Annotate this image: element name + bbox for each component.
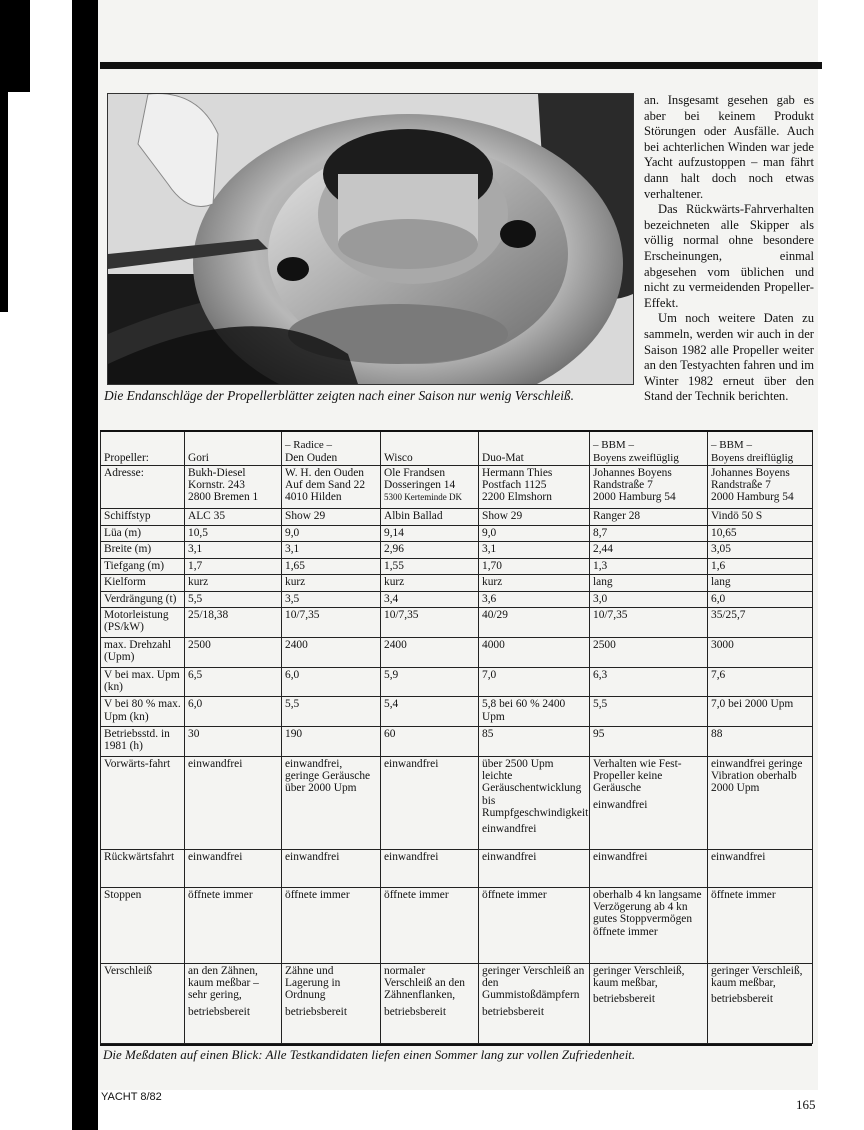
table-cell: Bukh-Diesel Kornstr. 243 2800 Bremen 1 [185, 465, 282, 508]
table-cell: 5,4 [381, 697, 479, 727]
header-cell: Propeller: [101, 431, 185, 465]
table-cell: 6,0 [708, 591, 813, 608]
table-cell: Johannes Boyens Randstraße 7 2000 Hamburg 54 [708, 465, 813, 508]
table-cell: Show 29 [479, 509, 590, 526]
row-label: Adresse: [101, 465, 185, 508]
table-cell: 3,4 [381, 591, 479, 608]
header-cell: – Radice – Den Ouden [282, 431, 381, 465]
table-row [101, 525, 813, 542]
table-row [101, 667, 813, 697]
table-cell: 3,1 [185, 542, 282, 559]
table-cell: einwandfrei [381, 757, 479, 850]
table-row [101, 697, 813, 727]
table-cell: 9,0 [479, 525, 590, 542]
table-row [101, 608, 813, 638]
magazine-issue-label: YACHT 8/82 [101, 1091, 162, 1103]
header-cell: Duo-Mat [479, 431, 590, 465]
table-cell: einwandfrei [479, 850, 590, 888]
table-cell: einwandfrei [282, 850, 381, 888]
table-cell: 5,8 bei 60 % 2400 Upm [479, 697, 590, 727]
table-row [101, 542, 813, 559]
row-label: V bei 80 % max. Upm (kn) [101, 697, 185, 727]
article-text-column [644, 93, 814, 405]
table-cell: kurz [381, 575, 479, 592]
top-rule [100, 62, 822, 69]
table-cell: 1,7 [185, 558, 282, 575]
table-cell: 5,5 [590, 697, 708, 727]
header-cell: – BBM – Boyens dreiflüglig [708, 431, 813, 465]
table-cell: 10,5 [185, 525, 282, 542]
table-cell: über 2500 Upm leichte Geräuschentwicklung bis Rumpfgeschwindigkeit einwandfrei [479, 757, 590, 850]
table-row [101, 509, 813, 526]
table-cell: 3,6 [479, 591, 590, 608]
table-row-verschleiss [101, 964, 813, 1044]
propeller-photo [107, 93, 634, 385]
table-cell: Ranger 28 [590, 509, 708, 526]
table-cell: Verhalten wie Fest-Propeller keine Geräusche einwandfrei [590, 757, 708, 850]
table-cell: 6,0 [282, 667, 381, 697]
row-label: V bei max. Upm (kn) [101, 667, 185, 697]
table-cell: 95 [590, 727, 708, 757]
table-cell: 6,0 [185, 697, 282, 727]
table-cell: 1,3 [590, 558, 708, 575]
table-cell: 5,5 [282, 697, 381, 727]
table-cell: Ole Frandsen Dosseringen 14 5300 Kerteminde DK [381, 465, 479, 508]
table-row [101, 727, 813, 757]
table-cell: 25/18,38 [185, 608, 282, 638]
row-label: Rückwärtsfahrt [101, 850, 185, 888]
row-label: Vorwärts-fahrt [101, 757, 185, 850]
table-cell: lang [590, 575, 708, 592]
header-cell: Wisco [381, 431, 479, 465]
table-cell: geringer Verschleiß an den Gummistoßdämpfern betriebsbereit [479, 964, 590, 1044]
article-paragraph: Um noch weitere Daten zu sammeln, werden wir auch in der Saison 1982 alle Propeller weiter an den Testyachten fahren und im Winter 1982 erneut über den Stand der Technik berichten. [644, 311, 814, 404]
table-cell: an den Zähnen, kaum meßbar – sehr gering, betriebsbereit [185, 964, 282, 1044]
table-cell: 1,65 [282, 558, 381, 575]
table-cell: 3000 [708, 637, 813, 667]
table-cell: 6,3 [590, 667, 708, 697]
table-cell: 2400 [282, 637, 381, 667]
table-row-rueckwaerts [101, 850, 813, 888]
table-cell: 7,0 bei 2000 Upm [708, 697, 813, 727]
article-paragraph: Das Rückwärts-Fahrverhalten bezeichneten alle Skipper als völlig normal ohne besondere Erscheinungen, einmal abgesehen vom üblichen und nicht zu vermeidenden Propeller-Effekt. [644, 202, 814, 310]
table-cell: 2500 [185, 637, 282, 667]
photo-caption: Die Endanschläge der Propellerblätter zeigten nach einer Saison nur wenig Verschleiß. [104, 388, 574, 403]
table-cell: einwandfrei [381, 850, 479, 888]
table-cell: Albin Ballad [381, 509, 479, 526]
table-cell: öffnete immer [185, 888, 282, 964]
table-cell: 3,5 [282, 591, 381, 608]
table-cell: 2,44 [590, 542, 708, 559]
row-label: max. Drehzahl (Upm) [101, 637, 185, 667]
scan-edge-left [0, 0, 30, 92]
table-row [101, 575, 813, 592]
table-cell: einwandfrei, geringe Geräusche über 2000 Upm [282, 757, 381, 850]
table-row-vorwaerts [101, 757, 813, 850]
table-cell: ALC 35 [185, 509, 282, 526]
table-header-row [101, 431, 813, 465]
scan-edge-left-lower [0, 92, 8, 312]
table-cell: 1,70 [479, 558, 590, 575]
table-cell: W. H. den Ouden Auf dem Sand 22 4010 Hilden [282, 465, 381, 508]
row-label: Verschleiß [101, 964, 185, 1044]
table-cell: 1,6 [708, 558, 813, 575]
table-cell: 88 [708, 727, 813, 757]
table-cell: 10,65 [708, 525, 813, 542]
table-row [101, 591, 813, 608]
table-cell: kurz [282, 575, 381, 592]
table-cell: 2500 [590, 637, 708, 667]
row-label: Motorleistung (PS/kW) [101, 608, 185, 638]
table-cell: einwandfrei [590, 850, 708, 888]
table-cell: 1,55 [381, 558, 479, 575]
row-label: Schiffstyp [101, 509, 185, 526]
table-cell: 2,96 [381, 542, 479, 559]
table-cell: 85 [479, 727, 590, 757]
table-row-stoppen [101, 888, 813, 964]
table-cell: öffnete immer [282, 888, 381, 964]
table-cell: 7,0 [479, 667, 590, 697]
table-cell: einwandfrei [185, 757, 282, 850]
table-cell: öffnete immer [479, 888, 590, 964]
table-cell: 8,7 [590, 525, 708, 542]
table-cell: 4000 [479, 637, 590, 667]
table-cell: 6,5 [185, 667, 282, 697]
table-body-simple-rows [101, 509, 813, 757]
propeller-comparison-table [100, 430, 813, 1044]
table-cell: 5,9 [381, 667, 479, 697]
table-cell: Johannes Boyens Randstraße 7 2000 Hamburg 54 [590, 465, 708, 508]
table-cell: lang [708, 575, 813, 592]
propeller-hub-image [108, 94, 633, 384]
table-cell: 3,1 [479, 542, 590, 559]
table-row-adresse [101, 465, 813, 508]
row-label: Lüa (m) [101, 525, 185, 542]
table-cell: 3,1 [282, 542, 381, 559]
table-caption: Die Meßdaten auf einen Blick: Alle Testkandidaten liefen einen Sommer lang zur vollen Zufriedenheit. [103, 1047, 636, 1062]
table-cell: 190 [282, 727, 381, 757]
table-cell: einwandfrei [185, 850, 282, 888]
table-cell: Show 29 [282, 509, 381, 526]
table-cell: öffnete immer [381, 888, 479, 964]
row-label: Tiefgang (m) [101, 558, 185, 575]
table-cell: Hermann Thies Postfach 1125 2200 Elmshorn [479, 465, 590, 508]
table-row [101, 637, 813, 667]
table-cell: 7,6 [708, 667, 813, 697]
table-cell: 40/29 [479, 608, 590, 638]
header-cell: Gori [185, 431, 282, 465]
table-cell: 9,14 [381, 525, 479, 542]
table-cell: kurz [185, 575, 282, 592]
page-number: 165 [796, 1097, 816, 1112]
row-label: Betriebsstd. in 1981 (h) [101, 727, 185, 757]
bottom-rule [100, 1044, 812, 1046]
row-label: Verdrängung (t) [101, 591, 185, 608]
table-cell: geringer Verschleiß, kaum meßbar, betriebsbereit [590, 964, 708, 1044]
table-cell: 2400 [381, 637, 479, 667]
table-cell: 10/7,35 [381, 608, 479, 638]
table-cell: 35/25,7 [708, 608, 813, 638]
table-cell: 10/7,35 [282, 608, 381, 638]
table-row [101, 558, 813, 575]
table-cell: öffnete immer [708, 888, 813, 964]
table-cell: geringer Verschleiß, kaum meßbar, betriebsbereit [708, 964, 813, 1044]
table-cell: Vindö 50 S [708, 509, 813, 526]
article-paragraph: an. Insgesamt gesehen gab es aber bei keinem Produkt Störungen oder Ausfälle. Auch bei achterlichen Winden war jede Yacht aufzustoppen – man fährt dann halt doch noch etwas verhaltener. [644, 93, 814, 201]
row-label: Breite (m) [101, 542, 185, 559]
header-cell: – BBM – Boyens zweiflüglig [590, 431, 708, 465]
row-label: Stoppen [101, 888, 185, 964]
row-label: Kielform [101, 575, 185, 592]
table-cell: kurz [479, 575, 590, 592]
scan-shadow-bar [72, 0, 98, 1130]
table-cell: einwandfrei geringe Vibration oberhalb 2000 Upm [708, 757, 813, 850]
table-cell: 3,0 [590, 591, 708, 608]
table-cell: 60 [381, 727, 479, 757]
table-cell: 3,05 [708, 542, 813, 559]
table-cell: 9,0 [282, 525, 381, 542]
table-cell: Zähne und Lagerung in Ordnung betriebsbereit [282, 964, 381, 1044]
table-cell: 5,5 [185, 591, 282, 608]
table-cell: 10/7,35 [590, 608, 708, 638]
table-cell: 30 [185, 727, 282, 757]
table-cell: normaler Verschleiß an den Zähnenflanken, betriebsbereit [381, 964, 479, 1044]
table-cell: oberhalb 4 kn langsame Verzögerung ab 4 kn gutes Stoppvermögen öffnete immer [590, 888, 708, 964]
table-cell: einwandfrei [708, 850, 813, 888]
